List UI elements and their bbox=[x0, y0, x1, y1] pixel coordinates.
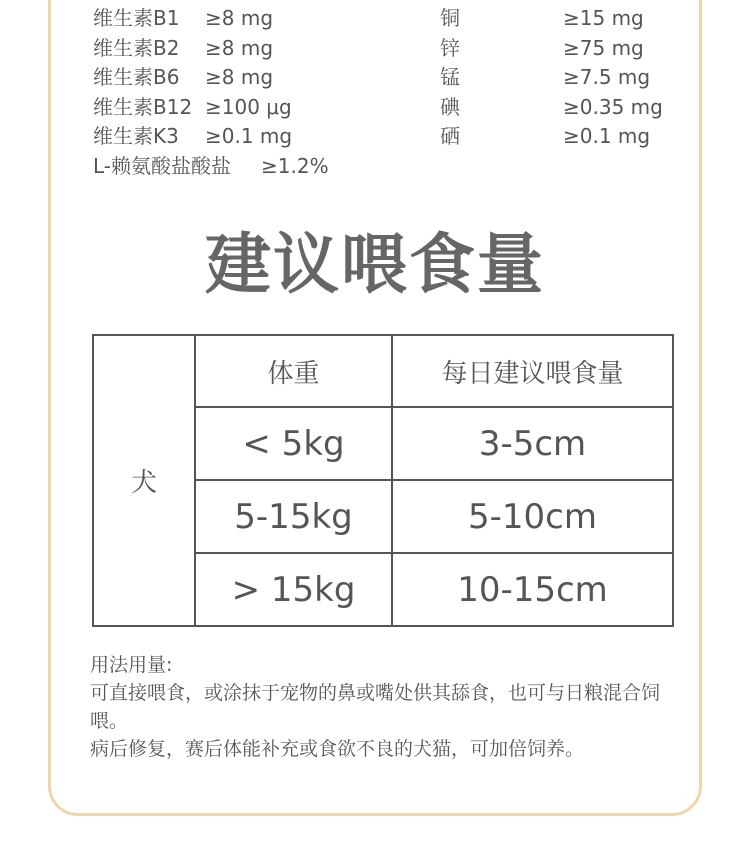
nutrient-name: 维生素B12 bbox=[93, 94, 193, 119]
animal-cell: 犬 bbox=[93, 335, 195, 626]
feeding-table bbox=[92, 334, 674, 627]
nutrient-value: ≥100 μg bbox=[205, 94, 292, 119]
nutrient-row bbox=[93, 122, 693, 152]
header-amount: 每日建议喂食量 bbox=[392, 335, 673, 407]
nutrient-value: ≥8 mg bbox=[205, 35, 274, 60]
usage-line: 病后修复，赛后体能补充或食欲不良的犬猫，可加倍饲养。 bbox=[90, 738, 585, 760]
feeding-title: 建议喂食量 bbox=[205, 226, 545, 303]
nutrient-value: ≥8 mg bbox=[205, 6, 274, 30]
nutrient-value: ≥1.2% bbox=[261, 153, 329, 178]
nutrient-name: 锰 bbox=[440, 65, 460, 89]
nutrient-name: 硒 bbox=[440, 124, 460, 148]
nutrient-name: 维生素B1 bbox=[93, 6, 180, 30]
usage-section bbox=[90, 651, 680, 763]
nutrient-name: L-赖氨酸盐酸盐 bbox=[93, 153, 232, 178]
nutrient-name: 铜 bbox=[440, 6, 460, 30]
weight-cell: 5-15kg bbox=[195, 480, 392, 553]
usage-heading: 用法用量: bbox=[90, 654, 173, 676]
nutrient-name: 维生素B6 bbox=[93, 65, 180, 89]
nutrient-name: 维生素B2 bbox=[93, 35, 180, 60]
usage-line: 可直接喂食，或涂抹于宠物的鼻或嘴处供其舔食，也可与日粮混合饲喂。 bbox=[90, 682, 661, 732]
table-header-row bbox=[93, 335, 673, 407]
amount-cell: 5-10cm bbox=[392, 480, 673, 553]
amount-cell: 3-5cm bbox=[392, 407, 673, 480]
nutrient-row bbox=[93, 4, 693, 34]
nutrient-value: ≥0.35 mg bbox=[563, 94, 663, 119]
nutrient-name: 锌 bbox=[440, 35, 460, 60]
nutrient-value: ≥75 mg bbox=[563, 35, 644, 60]
nutrient-value: ≥0.1 mg bbox=[563, 124, 651, 148]
nutrient-row bbox=[93, 63, 693, 93]
nutrient-name: 碘 bbox=[440, 94, 460, 119]
nutrient-value: ≥15 mg bbox=[563, 6, 644, 30]
nutrient-value: ≥0.1 mg bbox=[205, 124, 293, 148]
weight-cell: < 5kg bbox=[195, 407, 392, 480]
weight-cell: > 15kg bbox=[195, 553, 392, 626]
header-weight: 体重 bbox=[195, 335, 392, 407]
nutrient-value: ≥7.5 mg bbox=[563, 65, 651, 89]
nutrient-name: 维生素K3 bbox=[93, 124, 179, 148]
nutrient-row bbox=[93, 93, 693, 123]
nutrient-value: ≥8 mg bbox=[205, 65, 274, 89]
nutrient-row bbox=[93, 34, 693, 64]
nutrient-row-lysine bbox=[93, 152, 693, 182]
nutrient-list bbox=[93, 4, 693, 181]
amount-cell: 10-15cm bbox=[392, 553, 673, 626]
